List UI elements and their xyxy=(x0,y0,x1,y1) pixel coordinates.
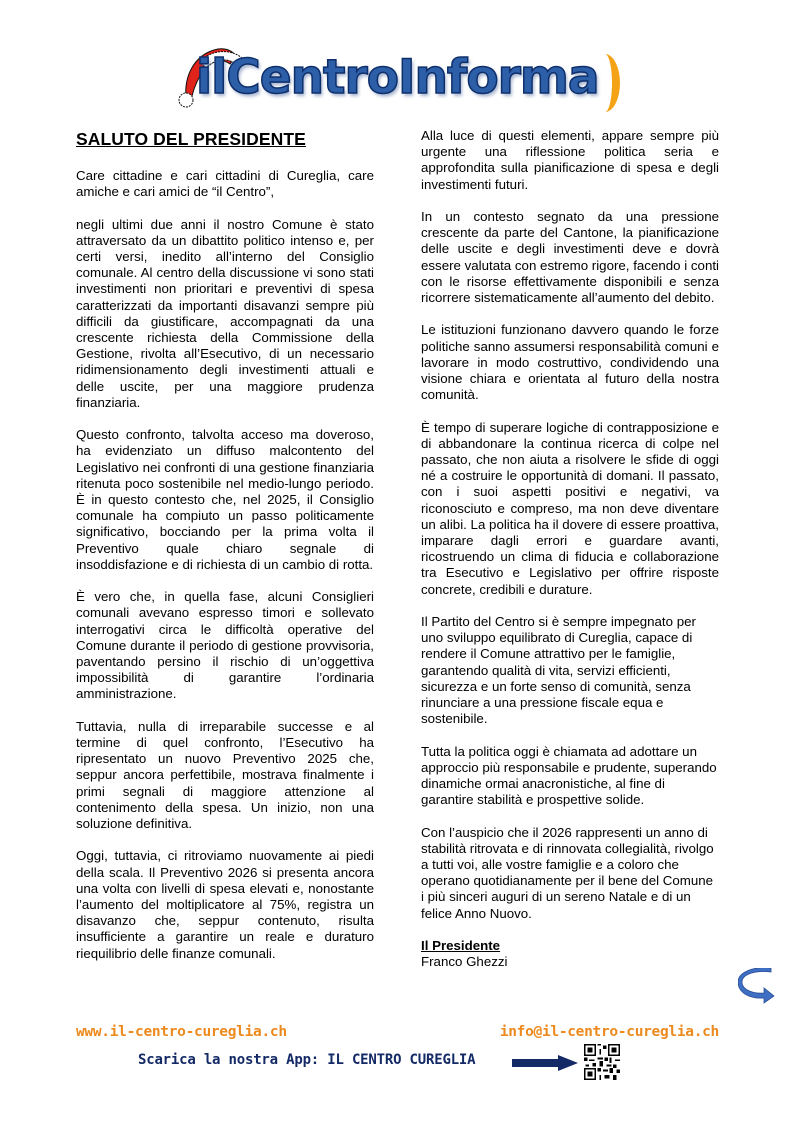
greeting-paragraph: Care cittadine e cari cittadini di Cureglia, care amiche e cari amici de “il Centro”, xyxy=(76,168,374,200)
logo-parenthesis xyxy=(590,54,620,112)
qr-code-icon[interactable] xyxy=(584,1043,620,1081)
body-paragraph: Tuttavia, nulla di irreparabile successe e al termine di quel confronto, l’Esecutivo ha ripresentato un nuovo Preventivo 2025 che, seppur ancora perfettibile, mostrava finalmente i primi segnali di maggiore attenzione al contenimento della spesa. Un inizio, non una soluzione definitiva. xyxy=(76,718,374,832)
email-link[interactable]: info@il-centro-cureglia.ch xyxy=(499,1024,719,1040)
body-paragraph: È vero che, in quella fase, alcuni Consiglieri comunali avevano espresso timori e sollevato interrogativi circa le difficoltà operative del Comune durante il periodo di gestione provvisoria, paventando persino il rischio di un’oggettiva impossibilità di garantire l’ordinaria amministrazione. xyxy=(76,589,374,702)
body-paragraph: Questo confronto, talvolta acceso ma doveroso, ha evidenziato un diffuso malcontento del Legislativo nei confronti di una gestione finanziaria ritenuta poco sostenibile nel medio-lungo periodo. È in questo contesto che, nel 2025, il Consiglio comunale ha compiuto un passo politicamente significativo, bocciando per la prima volta il Preventivo quale chiaro segnale di insoddisfazione e di richiesta di un cambio di rotta. xyxy=(76,427,374,572)
body-paragraph: Tutta la politica oggi è chiamata ad adottare un approccio più responsabile e prudente, superando dinamiche ormai anacronistiche, al fine di garantire stabilità e prospettive solide. xyxy=(421,743,717,808)
signature-block xyxy=(421,938,719,970)
masthead-logo xyxy=(172,40,622,115)
app-download-text: Scarica la nostra App: IL CENTRO CUREGLIA xyxy=(138,1052,476,1068)
article-right-column xyxy=(421,128,719,970)
article-left-column xyxy=(76,128,374,978)
body-paragraph: negli ultimi due anni il nostro Comune è stato attraversato da un dibattito politico intenso e, per certi versi, inedito all’interno del Consiglio comunale. Al centro della discussione vi sono stati investimenti non prioritari e preventivi di spesa caratterizzati da importanti disavanzi sempre più difficili da giustificare, accompagnati da una crescente richiesta della Commissione della Gestione, rivolta all’Esecutivo, di un necessario ridimensionamento degli investimenti attuali e delle uscite, per una maggiore prudenza finanziaria. xyxy=(76,216,374,410)
article-title: SALUTO DEL PRESIDENTE xyxy=(76,129,306,149)
body-paragraph: In un contesto segnato da una pressione crescente da parte del Cantone, la pianificazione delle uscite e degli investimenti deve e dovrà essere valutata con estremo rigore, facendo i conti con le risorse effettivamente disponibili e senza ricorrere sistematicamente all’aumento del debito. xyxy=(421,209,719,306)
closing-paragraph: Con l’auspicio che il 2026 rappresenti un anno di stabilità ritrovata e di rinnovata collegialità, rivolgo a tutti voi, alle vostre famiglie e a coloro che operano quotidianamente per il bene del Comune i più sinceri auguri di un sereno Natale e di un felice Anno Nuovo. xyxy=(421,824,714,921)
signature-title: Il Presidente xyxy=(421,938,501,954)
body-paragraph: Oggi, tuttavia, ci ritroviamo nuovamente ai piedi della scala. Il Preventivo 2026 si presenta ancora una volta con livelli di spesa elevati e, nonostante l’aumento del moltiplicatore al 75%, registra un disavanzo che, seppur contenuto, risulta insufficiente a garantire un reale e duraturo riequilibrio delle finanze comunali. xyxy=(76,848,374,961)
body-paragraph: Le istituzioni funzionano davvero quando le forze politiche sanno assumersi responsabilità comuni e lavorare in modo costruttivo, condividendo una visione chiara e orientata al futuro della nostra comunità. xyxy=(421,322,719,403)
return-arrow-icon[interactable] xyxy=(738,968,776,1004)
signature-name: Franco Ghezzi xyxy=(421,954,508,970)
body-paragraph: Il Partito del Centro si è sempre impegnato per uno sviluppo equilibrato di Cureglia, capace di rendere il Comune attrattivo per le famiglie, garantendo qualità di vita, servizi efficienti, sicurezza e un forte senso di comunità, senza rinunciare a una pressione fiscale equa e sostenibile. xyxy=(421,614,696,727)
right-arrow-icon xyxy=(512,1055,578,1071)
logo-text: ilCentroInforma xyxy=(196,50,599,105)
website-link[interactable]: www.il-centro-cureglia.ch xyxy=(76,1024,287,1040)
body-paragraph: È tempo di superare logiche di contrapposizione e di abbandonare la continua ricerca di colpe nel passato, che non aiuta a risolvere le sfide di oggi né a costruire le opportunità di domani. Il passato, con i suoi aspetti positivi e negativi, va riconosciuto e compreso, ma non deve diventare un alibi. La politica ha il dovere di essere proattiva, imparare dagli errori e guardare avanti, ricostruendo un clima di fiducia e collaborazione tra Esecutivo e Legislativo per offrire risposte concrete, credibili e durature. xyxy=(421,419,719,597)
body-paragraph: Alla luce di questi elementi, appare sempre più urgente una riflessione politica seria e approfondita sulla pianificazione di spesa e degli investimenti futuri. xyxy=(421,128,719,192)
